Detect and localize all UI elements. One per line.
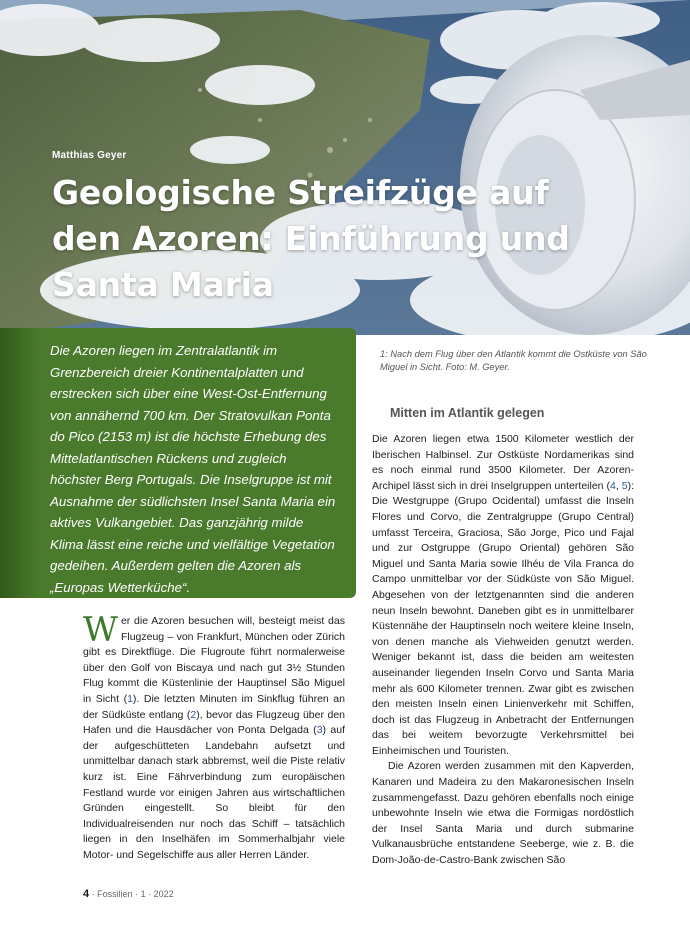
body-column-left [83, 610, 345, 864]
intro-text: Die Azoren liegen im Zentralatlantik im Grenzbereich dreier Kontinentalplatten und erstrecken sich über eine West-Ost-Entfernung von annähernd 700 km. Der Stratovulkan Ponta do Pico (2153 m) ist die höchste Erhebung des Mittelatlantischen Rückens und zugleich höchster Berg Portugals. Die Inselgruppe ist mit Ausnahme der südlichsten Insel Santa Maria ein aktives Vulkangebiet. Das ganzjährig milde Klima lässt eine reiche und vielfältige Vegetation gedeihen. Außerdem gelten die Azoren als „Europas Wetterküche“. [50, 343, 336, 595]
body-paragraph [83, 610, 345, 864]
text-run: ). Die letzten Minuten im Sinkflug führen an der Südküste entlang ( [83, 692, 345, 721]
dropcap: W [83, 610, 118, 650]
page-footer [83, 888, 174, 900]
section-heading: Mitten im Atlantik gelegen [390, 406, 545, 420]
photo-caption: 1: Nach dem Flug über den Atlantik kommt die Ostküste von São Miguel in Sicht. Foto: M. Geyer. [380, 349, 647, 372]
body-paragraph [372, 432, 634, 759]
intro-box-edge-decoration [0, 328, 40, 598]
figure-ref-link[interactable]: 2 [190, 708, 197, 721]
body-paragraph: Die Azoren werden zusammen mit den Kapverden, Kanaren und Madeira zu den Makaronesischen Inseln zusammengefasst. Dazu gehören ebenfalls noch einige unbewohnte Inseln wie etwa die Formigas nordöstlich der Insel Santa Maria und durch submarine Vulkanausbrüche entstandene Seeberge, wie z. B. die Dom-João-de-Castro-Bank zwischen São [372, 760, 634, 867]
figure-ref-link[interactable]: 1 [127, 692, 133, 705]
figure-ref-link[interactable]: 4 [609, 479, 616, 492]
text-run: Die Azoren liegen etwa 1500 Kilometer westlich der Iberischen Halbinsel. Zur Ostküste Nordamerikas sind es noch einmal rund 3500 Kilometer. Der Azoren-Archipel lässt sich in drei Inselgruppen unterteilen ( [372, 433, 634, 492]
article-title: Geologische Streifzüge auf den Azoren: Einführung und Santa Maria [52, 173, 570, 304]
hero-photo [0, 0, 690, 335]
author-name: Matthias Geyer [52, 150, 127, 161]
text-run: ) auf der aufgeschütteten Landebahn aufsetzt und unmittelbar danach stark abbremst, weil die Piste relativ kurz ist. Eine Fährverbindung zum europäischen Festland wurde vor einigen Jahren aus wirtschaftlichen Gründen eingestellt. So bleibt für den Individualreisenden nur noch das Schiff – tatsächlich liegen in den Inselhäfen im Sommerhalbjahr viele Motor- und Segelschiffe aus aller Herren Länder. [83, 724, 345, 861]
text-run: ): Die Westgruppe (Grupo Ocidental) umfasst die Inseln Flores und Corvo, die Zentralgruppe (Grupo Central) umfasst Terceira, Graciosa, São Jorge, Pico und Fajal und zur Ostgruppe (Grupo Oriental) gehören São Miguel und Santa Maria sowie Ilhéu de Vila Franca do Campo unmittelbar vor der Südküste von São Miguel. Abgesehen von der letztgenannten sind die anderen neun Inseln bewohnt. Daneben gibt es in unmittelbarer Küstennähe der Hauptinseln noch weitere kleine Inseln, von denen manche als Viehweiden genutzt werden. Weniger bekannt ist, dass die beiden am weitesten auseinander liegenden Inseln Corvo und Santa Maria mehr als 600 Kilometer trennen. Zwar gibt es zwischen den meisten Inseln einen Linienverkehr mit Schiffen, doch ist das Flugzeug in Anbetracht der Entfernungen das bei weitem bevorzugte Verkehrsmittel bei Einheimischen und Touristen. [372, 479, 634, 757]
body-column-right [372, 432, 634, 869]
text-run: , [615, 479, 622, 492]
figure-ref-link[interactable]: 5 [621, 479, 628, 492]
text-run: er die Azoren besuchen will, besteigt meist das Flugzeug – von Frankfurt, München oder Zürich gibt es Direktflüge. Die Flugroute führt normalerweise über den Golf von Biscaya und nach gut 3½ Stunden Flug kommt die Küstenlinie der Hauptinsel São Miguel in Sicht ( [83, 615, 345, 705]
page-number: 4 [83, 888, 90, 900]
intro-box [0, 328, 356, 598]
text-run: ), bevor das Flugzeug über den Hafen und die Hausdächer von Ponta Delgada ( [83, 708, 345, 737]
figure-ref-link[interactable]: 3 [316, 724, 323, 737]
footer-publication: · Fossilien · 1 · 2022 [91, 889, 174, 899]
